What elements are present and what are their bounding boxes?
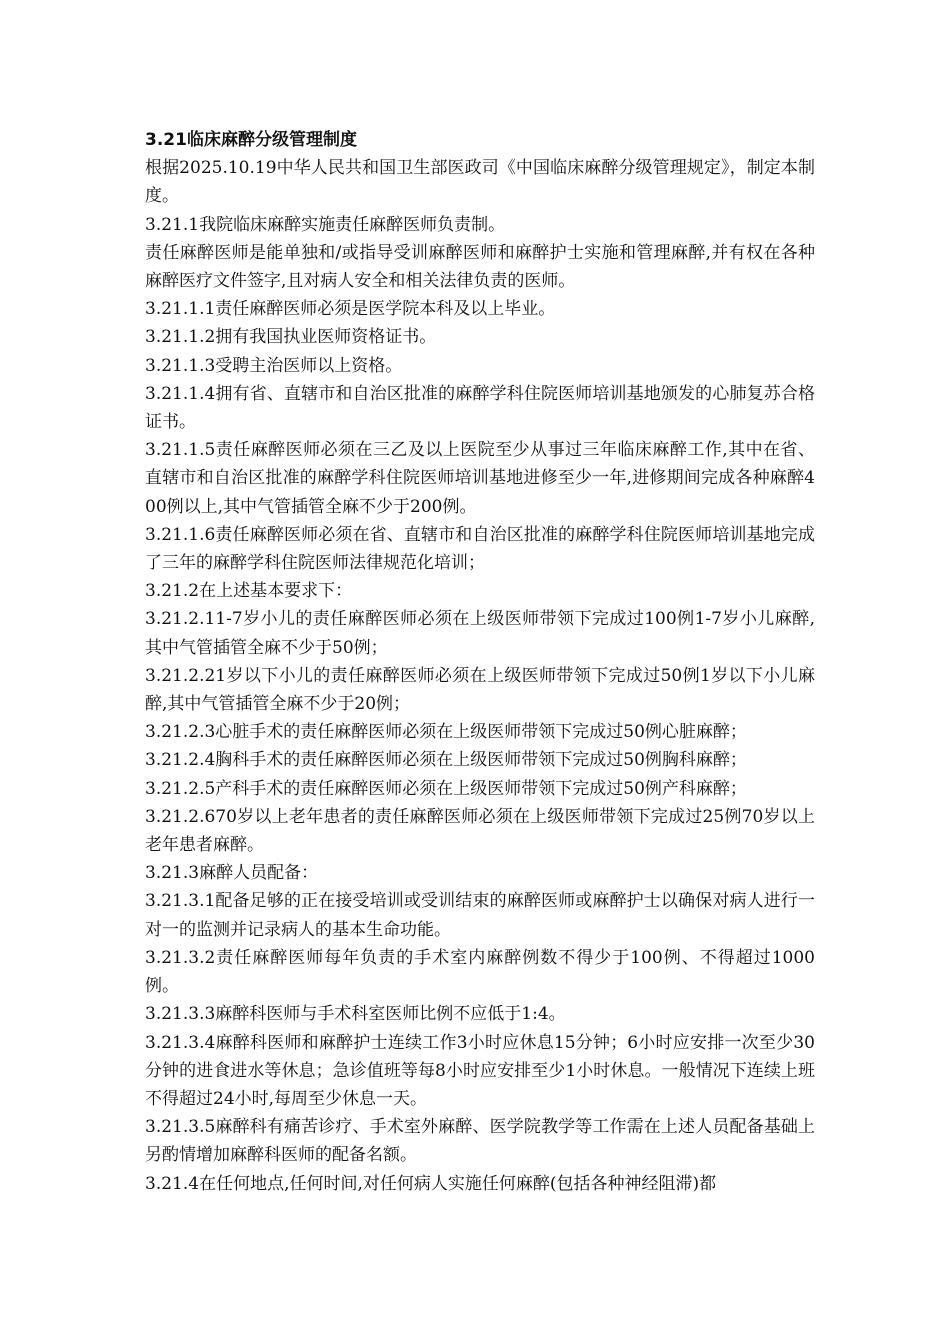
paragraph: 3.21.2.3心脏手术的责任麻醉医师必须在上级医师带领下完成过50例心脏麻醉； [145,722,747,743]
paragraph: 3.21.1.2拥有我国执业医师资格证书。 [145,327,437,348]
paragraph: 3.21.3.2责任麻醉医师每年负责的手术室内麻醉例数不得少于100例、不得超过1000例。 [145,947,815,997]
paragraph: 3.21.3.4麻醉科医师和麻醉护士连续工作3小时应休息15分钟；6小时应安排一次至少30分钟的进食进水等休息；急诊值班等每8小时应安排至少1小时休息。一般情况下连续上班不得超过24小时,每周至少休息一天。 [145,1032,815,1109]
paragraph: 3.21.3麻醉人员配备： [145,863,319,884]
paragraph: 3.21.3.5麻醉科有痛苦诊疗、手术室外麻醉、医学院教学等工作需在上述人员配备基础上另酌情增加麻醉科医师的配备名额。 [145,1117,815,1166]
paragraph: 3.21.1我院临床麻醉实施责任麻醉医师负责制。 [145,214,506,235]
paragraph: 3.21.3.1配备足够的正在接受培训或受训结束的麻醉医师或麻醉护士以确保对病人进行一对一的监测并记录病人的基本生命功能。 [145,891,815,940]
document-body [145,126,815,1198]
paragraph: 3.21.1.3受聘主治医师以上资格。 [145,355,403,376]
paragraph: 3.21.1.1责任麻醉医师必须是医学院本科及以上毕业。 [145,299,556,320]
paragraph: 3.21.2在上述基本要求下： [145,581,353,602]
paragraph: 根据2025.10.19中华人民共和国卫生部医政司《中国临床麻醉分级管理规定》，制定本制度。 [145,158,815,207]
paragraph: 3.21.1.4拥有省、直辖市和自治区批准的麻醉学科住院医师培训基地颁发的心肺复苏合格证书。 [145,383,815,433]
paragraph: 3.21.2.11-7岁小儿的责任麻醉医师必须在上级医师带领下完成过100例1-7岁小儿麻醉,其中气管插管全麻不少于50例； [145,609,815,658]
paragraph: 3.21.3.3麻醉科医师与手术科室医师比例不应低于1:4。 [145,1004,566,1025]
paragraph: 3.21.1.5责任麻醉医师必须在三乙及以上医院至少从事过三年临床麻醉工作,其中在省、直辖市和自治区批准的麻醉学科住院医师培训基地进修至少一年,进修期间完成各种麻醉400例以上,其中气管插管全麻不少于200例。 [145,440,815,517]
section-title: 3.21临床麻醉分级管理制度 [145,130,357,150]
paragraph: 3.21.2.5产科手术的责任麻醉医师必须在上级医师带领下完成过50例产科麻醉； [145,778,747,799]
paragraph: 3.21.2.670岁以上老年患者的责任麻醉医师必须在上级医师带领下完成过25例70岁以上老年患者麻醉。 [145,806,815,856]
paragraph: 3.21.2.4胸科手术的责任麻醉医师必须在上级医师带领下完成过50例胸科麻醉； [145,750,747,771]
paragraph: 责任麻醉医师是能单独和/或指导受训麻醉医师和麻醉护士实施和管理麻醉,并有权在各种麻醉医疗文件签字,且对病人安全和相关法律负责的医师。 [145,242,815,292]
paragraph: 3.21.2.21岁以下小儿的责任麻醉医师必须在上级医师带领下完成过50例1岁以下小儿麻醉,其中气管插管全麻不少于20例； [145,665,815,715]
paragraph: 3.21.4在任何地点,任何时间,对任何病人实施任何麻醉(包括各种神经阻滞)都 [145,1173,717,1194]
paragraph: 3.21.1.6责任麻醉医师必须在省、直辖市和自治区批准的麻醉学科住院医师培训基地完成了三年的麻醉学科住院医师法律规范化培训； [145,524,815,574]
